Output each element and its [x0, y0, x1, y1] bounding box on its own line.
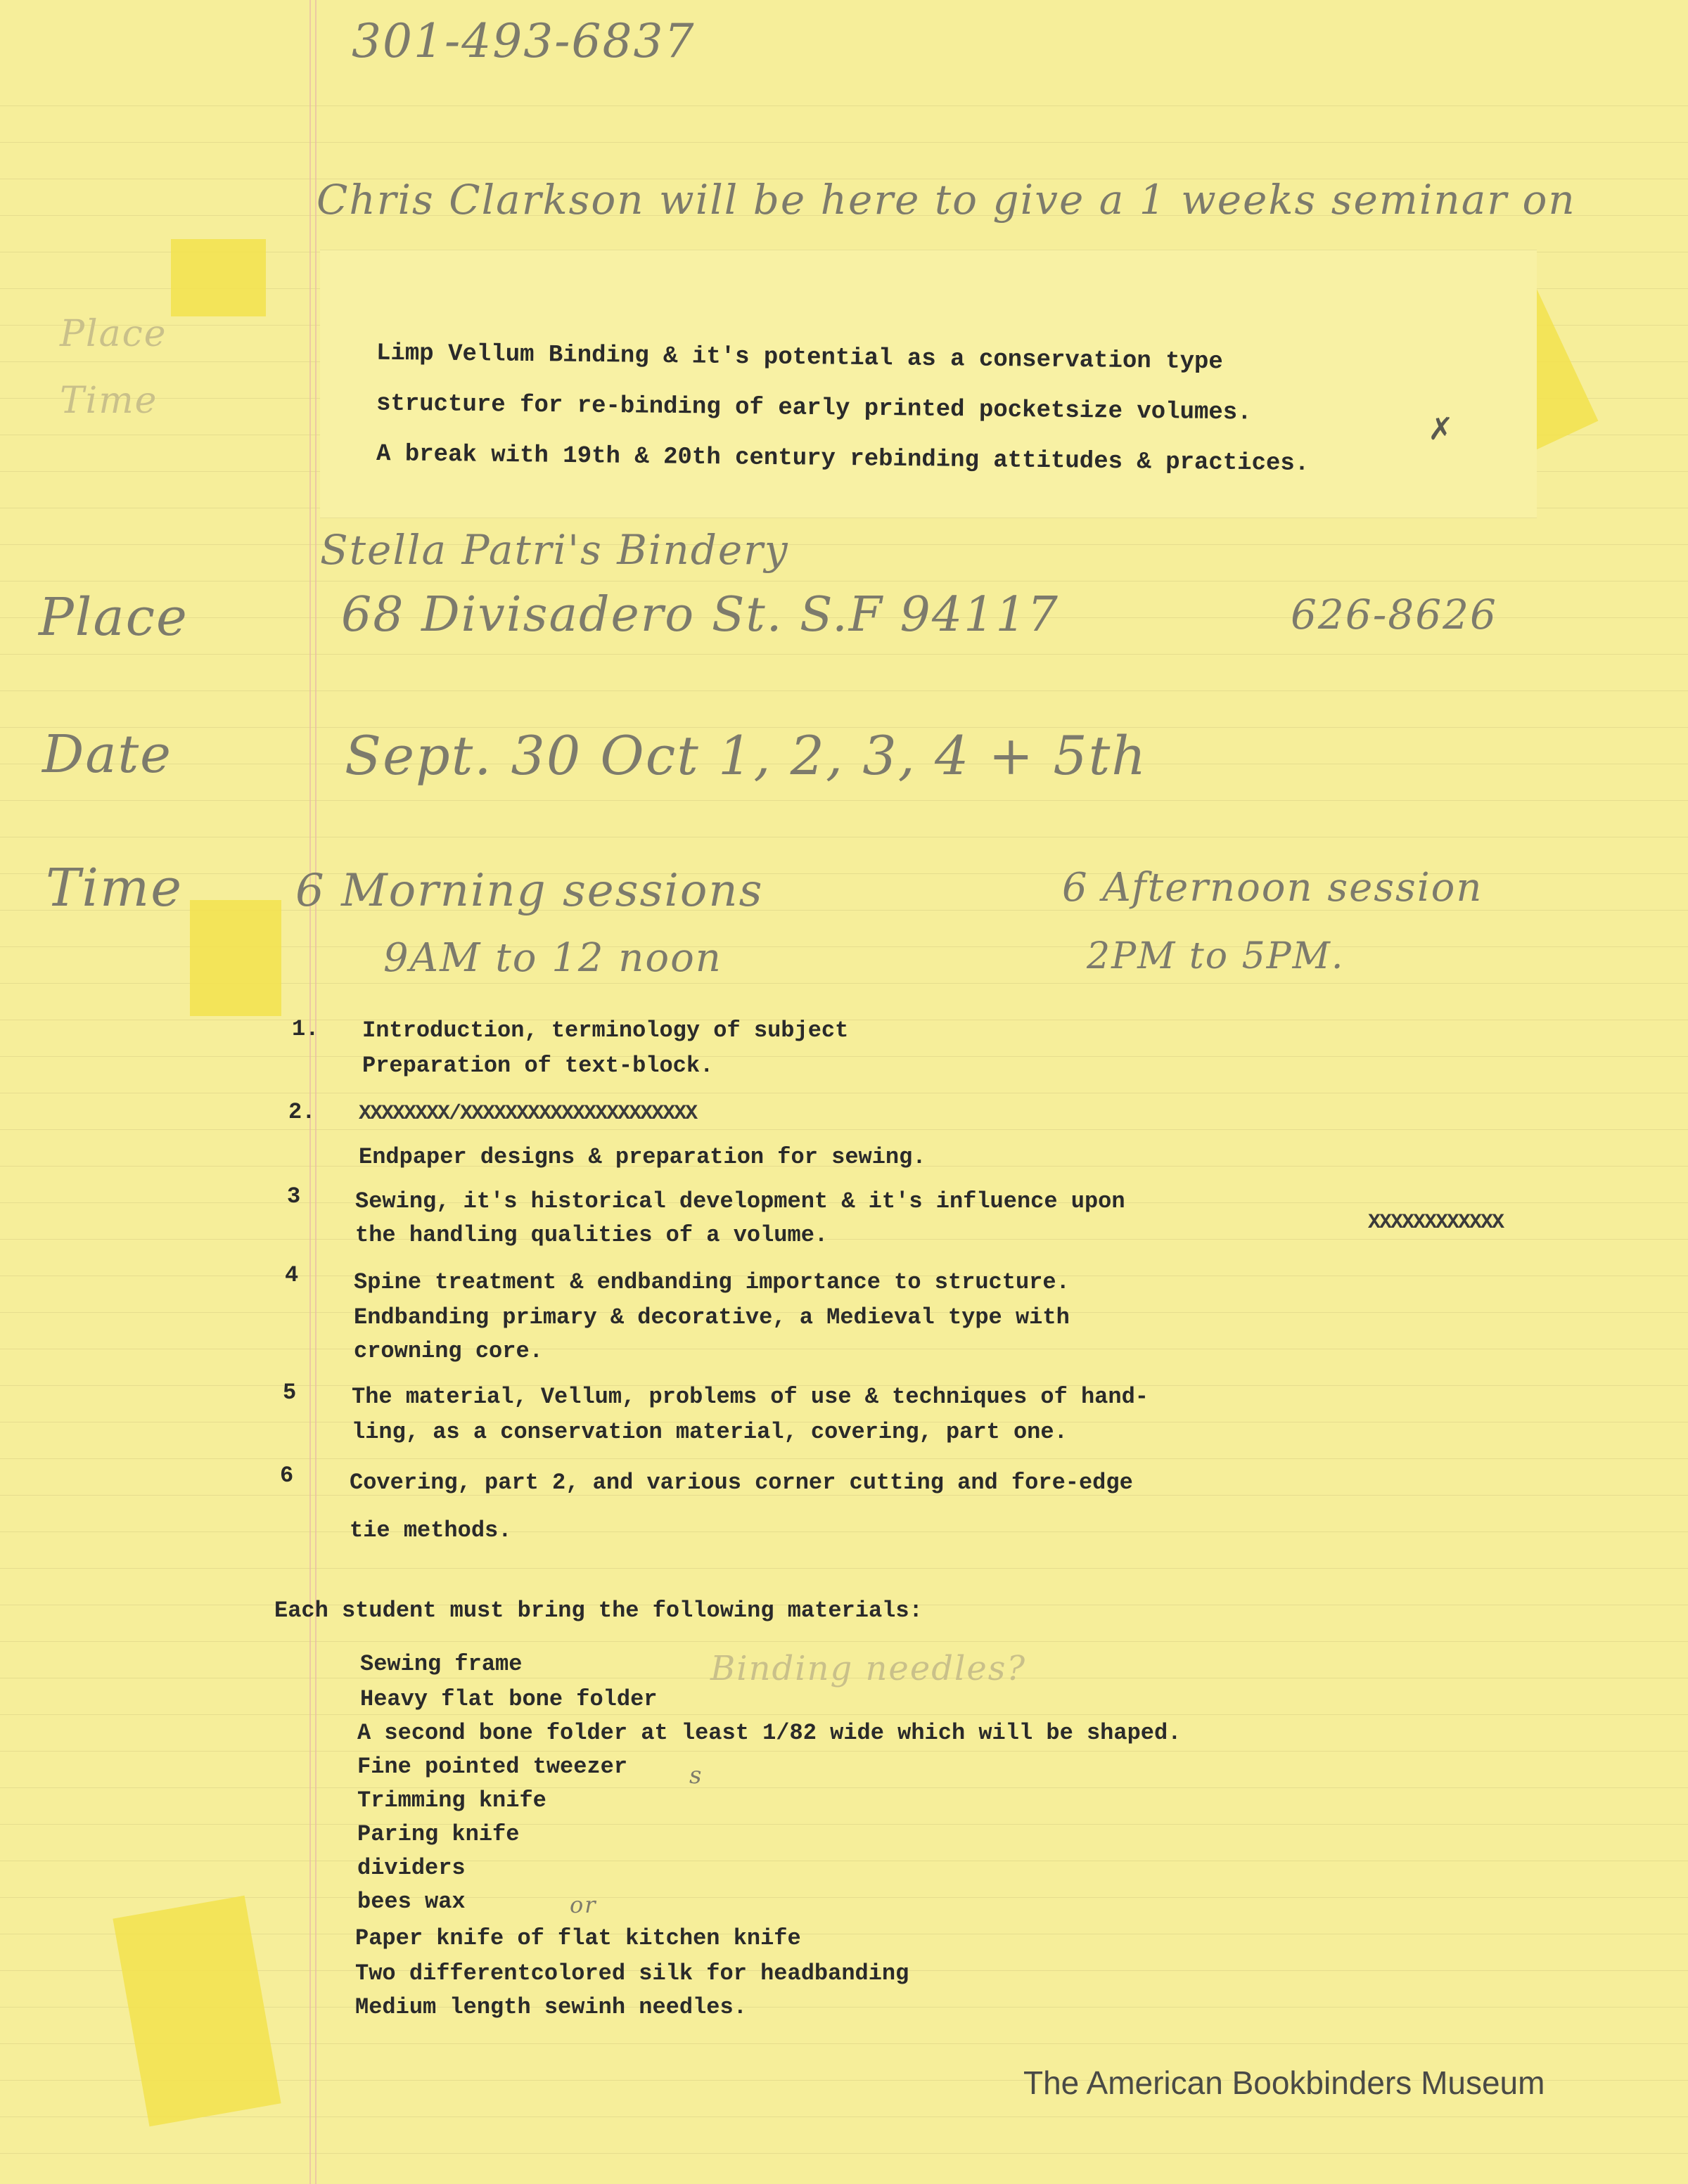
venue-name: Stella Patri's Bindery	[320, 526, 789, 574]
ruled-line	[0, 1641, 1688, 1642]
label-time: Time	[46, 858, 183, 918]
session-number: 1.	[292, 1016, 319, 1042]
ruled-line	[0, 1787, 1688, 1788]
session-line: Sewing, it's historical development & it's influence upon	[355, 1188, 1125, 1214]
handwritten-intro: Chris Clarkson will be here to give a 1 weeks seminar on	[316, 176, 1576, 224]
session-line: Spine treatment & endbanding importance to structure.	[354, 1269, 1070, 1295]
session-line: tie methods.	[350, 1517, 512, 1543]
faint-label-place: Place	[60, 313, 167, 355]
session-line: Endbanding primary & decorative, a Medieval type with	[354, 1304, 1070, 1330]
session-line: crowning core.	[354, 1338, 543, 1364]
seminar-dates: Sept. 30 Oct 1, 2, 3, 4 + 5th	[345, 724, 1148, 787]
tape-middle-left	[190, 900, 281, 1016]
session-line: ling, as a conservation material, covering, part one.	[352, 1419, 1068, 1445]
ruled-line	[0, 1458, 1688, 1459]
margin-line	[309, 0, 311, 2184]
ruled-line	[0, 1824, 1688, 1825]
list-item: Paper knife of flat kitchen knife	[355, 1925, 801, 1951]
correction-or: or	[570, 1891, 597, 1918]
ruled-line	[0, 1897, 1688, 1898]
ruled-line	[0, 105, 1688, 106]
ruled-line	[0, 690, 1688, 691]
ruled-line	[0, 2153, 1688, 2154]
topic-slip	[320, 250, 1537, 518]
venue-phone: 626-8626	[1291, 591, 1497, 638]
struck-text: XXXXXXXX/XXXXXXXXXXXXXXXXXXXXX	[359, 1102, 697, 1126]
museum-watermark: The American Bookbinders Museum	[1023, 2064, 1545, 2101]
ruled-line	[0, 1056, 1688, 1057]
list-item: Heavy flat bone folder	[360, 1686, 658, 1712]
morning-hours: 9AM to 12 noon	[383, 935, 722, 981]
session-number: 3	[287, 1183, 301, 1209]
tape-bottom-left	[113, 1896, 281, 2126]
ruled-line	[0, 1714, 1688, 1715]
ruled-line	[0, 2116, 1688, 2117]
list-item: Two differentcolored silk for headbanding	[355, 1960, 909, 1986]
ruled-line	[0, 654, 1688, 655]
session-number: 4	[285, 1262, 299, 1288]
ruled-line	[0, 1751, 1688, 1752]
session-number: 2.	[288, 1099, 316, 1125]
list-item: dividers	[357, 1855, 466, 1881]
label-date: Date	[42, 724, 172, 785]
handwritten-note: Binding needles?	[710, 1649, 1027, 1688]
topic-line-1: Limp Vellum Binding & it's potential as a conservation type	[376, 340, 1223, 376]
session-line: Endpaper designs & preparation for sewing.	[359, 1144, 926, 1170]
session-line: Preparation of text-block.	[362, 1053, 714, 1079]
session-number: 5	[283, 1380, 297, 1406]
tape-top-left	[171, 239, 266, 316]
list-item: Medium length sewinh needles.	[355, 1994, 747, 2020]
afternoon-hours: 2PM to 5PM.	[1087, 935, 1345, 977]
afternoon-sessions: 6 Afternoon session	[1062, 865, 1483, 911]
ruled-line	[0, 544, 1688, 545]
session-line: Covering, part 2, and various corner cutting and fore-edge	[350, 1470, 1133, 1496]
materials-heading: Each student must bring the following materials:	[274, 1598, 923, 1624]
session-number: 6	[280, 1463, 294, 1489]
correction-s: s	[689, 1761, 703, 1790]
ruled-line	[0, 1568, 1688, 1569]
ruled-line	[0, 1531, 1688, 1532]
session-line: Introduction, terminology of subject	[362, 1017, 849, 1043]
list-item: Sewing frame	[360, 1651, 523, 1677]
session-line: the handling qualities of a volume.	[355, 1222, 829, 1248]
list-item: A second bone folder at least 1/82 wide which will be shaped.	[357, 1720, 1182, 1746]
morning-sessions: 6 Morning sessions	[295, 865, 764, 917]
faint-label-time: Time	[60, 380, 158, 422]
ruled-line	[0, 800, 1688, 801]
ruled-line	[0, 581, 1688, 582]
list-item: Trimming knife	[357, 1787, 546, 1813]
ruled-line	[0, 142, 1688, 143]
label-place: Place	[39, 587, 188, 648]
check-mark-icon: ✗	[1428, 411, 1454, 447]
ruled-line	[0, 1129, 1688, 1130]
list-item: Paring knife	[357, 1821, 520, 1847]
struck-text: XXXXXXXXXXXX	[1368, 1211, 1504, 1235]
list-item: bees wax	[357, 1889, 466, 1915]
topic-line-3: A break with 19th & 20th century rebinding attitudes & practices.	[376, 441, 1310, 477]
topic-line-2: structure for re-binding of early printed pocketsize volumes.	[376, 390, 1252, 427]
ruled-line	[0, 1239, 1688, 1240]
margin-line-2	[315, 0, 316, 2184]
session-line: The material, Vellum, problems of use & techniques of hand-	[352, 1384, 1149, 1410]
venue-address: 68 Divisadero St. S.F 94117	[341, 587, 1059, 643]
handwritten-phone: 301-493-6837	[352, 14, 696, 68]
list-item: Fine pointed tweezer	[357, 1754, 628, 1780]
